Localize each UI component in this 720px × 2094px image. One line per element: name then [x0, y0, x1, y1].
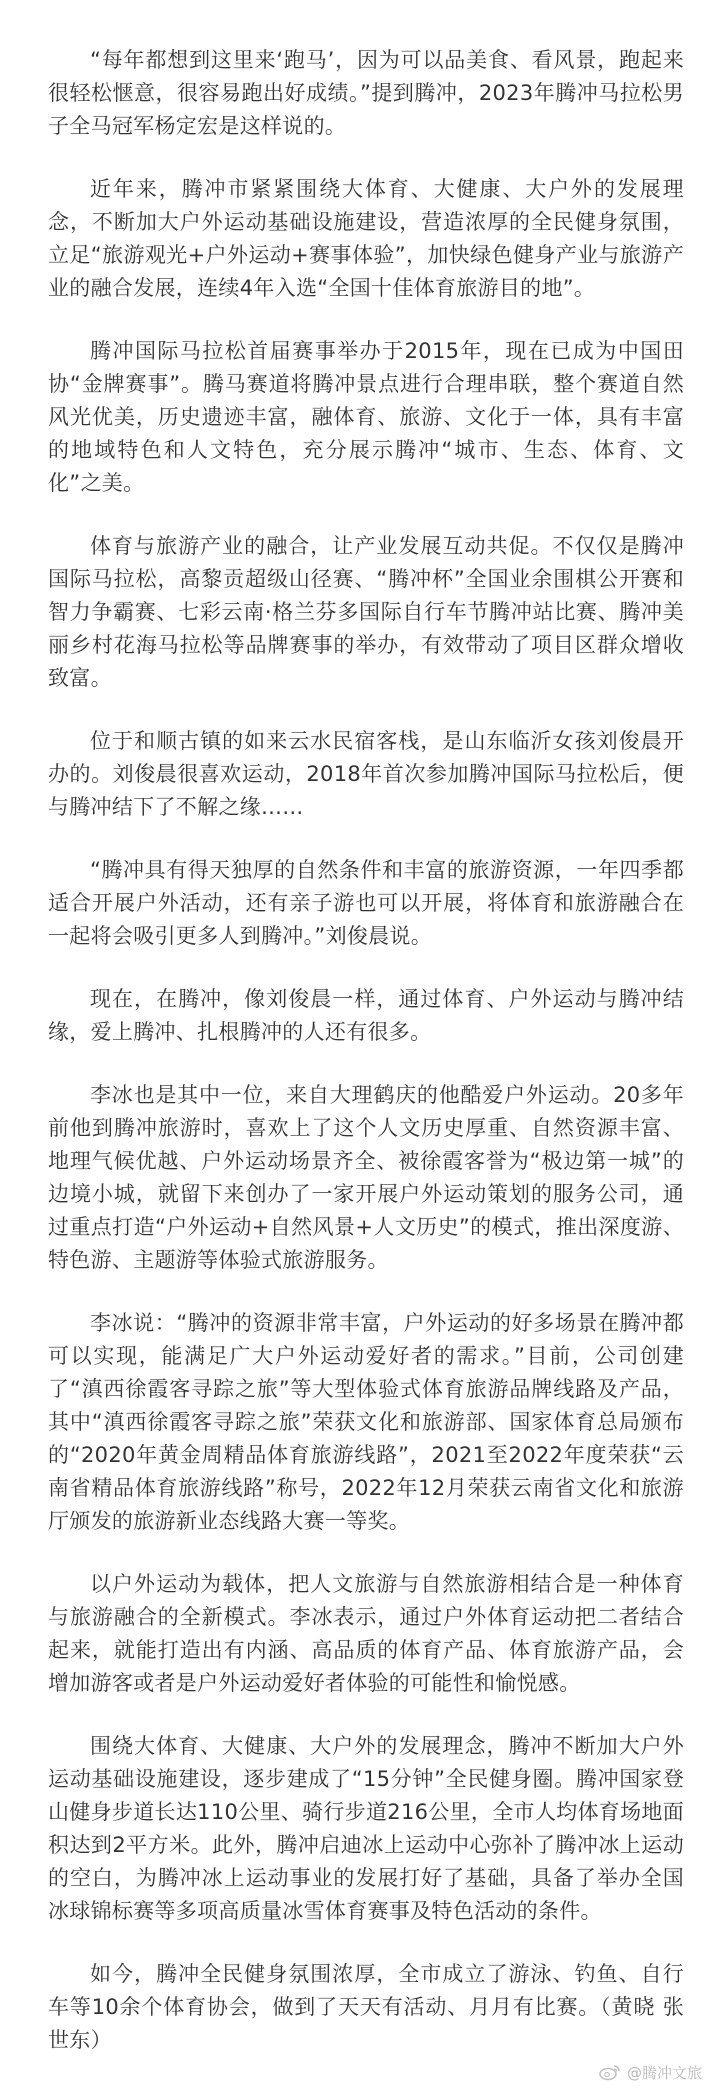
paragraph: 李冰也是其中一位，来自大理鹤庆的他酷爱户外运动。20多年前他到腾冲旅游时，喜欢上了这个人文历史厚重、自然资源丰富、地理气候优越、户外运动场景齐全、被徐霞客誉为“极边第一城”的边境小城，就留下来创办了一家开展户外运动策划的服务公司，通过重点打造“户外运动+自然风景+人文历史”的模式，推出深度游、特色游、主题游等体验式旅游服务。	[48, 1083, 684, 1272]
paragraph: 现在，在腾冲，像刘俊晨一样，通过体育、户外运动与腾冲结缘，爱上腾冲、扎根腾冲的人还有很多。	[48, 987, 684, 1044]
paragraph: 近年来，腾冲市紧紧围绕大体育、大健康、大户外的发展理念，不断加大户外运动基础设施建设，营造浓厚的全民健身氛围，立足“旅游观光+户外运动+赛事体验”，加快绿色健身产业与旅游产业的融合发展，连续4年入选“全国十佳体育旅游目的地”。	[48, 177, 684, 300]
watermark-text: @腾冲文旅	[626, 2063, 702, 2082]
paragraph: 李冰说：“腾冲的资源非常丰富，户外运动的好多场景在腾冲都可以实现，能满足广大户外运动爱好者的需求。”目前，公司创建了“滇西徐霞客寻踪之旅”等大型体验式体育旅游品牌线路及产品，其中“滇西徐霞客寻踪之旅”荣获文化和旅游部、国家体育总局颁布的“2020年黄金周精品体育旅游线路”，2021至2022年度荣获“云南省精品体育旅游线路”称号，2022年12月荣获云南省文化和旅游厅颁发的旅游新业态线路大赛一等奖。	[48, 1311, 684, 1533]
article-body	[48, 44, 684, 2087]
paragraph: 腾冲国际马拉松首届赛事举办于2015年，现在已成为中国田协“金牌赛事”。腾马赛道将腾冲景点进行合理串联，整个赛道自然风光优美，历史遗迹丰富，融体育、旅游、文化于一体，具有丰富的地域特色和人文特色，充分展示腾冲“城市、生态、体育、文化”之美。	[48, 339, 684, 495]
weibo-icon	[599, 2063, 621, 2081]
watermark	[599, 2060, 702, 2084]
paragraph: 如今，腾冲全民健身氛围浓厚，全市成立了游泳、钓鱼、自行车等10余个体育协会，做到了天天有活动、月月有比赛。（黄晓 张世东）	[48, 1962, 684, 2052]
paragraph: “腾冲具有得天独厚的自然条件和丰富的旅游资源，一年四季都适合开展户外活动，还有亲子游也可以开展，将体育和旅游融合在一起将会吸引更多人到腾冲。”刘俊晨说。	[48, 858, 684, 948]
paragraph: 以户外运动为载体，把人文旅游与自然旅游相结合是一种体育与旅游融合的全新模式。李冰表示，通过户外体育运动把二者结合起来，就能打造出有内涵、高品质的体育产品、体育旅游产品，会增加游客或者是户外运动爱好者体验的可能性和愉悦感。	[48, 1572, 684, 1695]
paragraph: 体育与旅游产业的融合，让产业发展互动共促。不仅仅是腾冲国际马拉松，高黎贡超级山径赛、“腾冲杯”全国业余围棋公开赛和智力争霸赛、七彩云南·格兰芬多国际自行车节腾冲站比赛、腾冲美丽乡村花海马拉松等品牌赛事的举办，有效带动了项目区群众增收致富。	[48, 534, 684, 690]
paragraph: “每年都想到这里来‘跑马’，因为可以品美食、看风景，跑起来很轻松惬意，很容易跑出好成绩。”提到腾冲，2023年腾冲马拉松男子全马冠军杨定宏是这样说的。	[48, 48, 684, 138]
paragraph: 位于和顺古镇的如来云水民宿客栈，是山东临沂女孩刘俊晨开办的。刘俊晨很喜欢运动，2018年首次参加腾冲国际马拉松后，便与腾冲结下了不解之缘……	[48, 729, 684, 819]
paragraph: 围绕大体育、大健康、大户外的发展理念，腾冲不断加大户外运动基础设施建设，逐步建成了“15分钟”全民健身圈。腾冲国家登山健身步道长达110公里、骑行步道216公里，全市人均体育场地面积达到2平方米。此外，腾冲启迪冰上运动中心弥补了腾冲冰上运动的空白，为腾冲冰上运动事业的发展打好了基础，具备了举办全国冰球锦标赛等多项高质量冰雪体育赛事及特色活动的条件。	[48, 1734, 684, 1923]
